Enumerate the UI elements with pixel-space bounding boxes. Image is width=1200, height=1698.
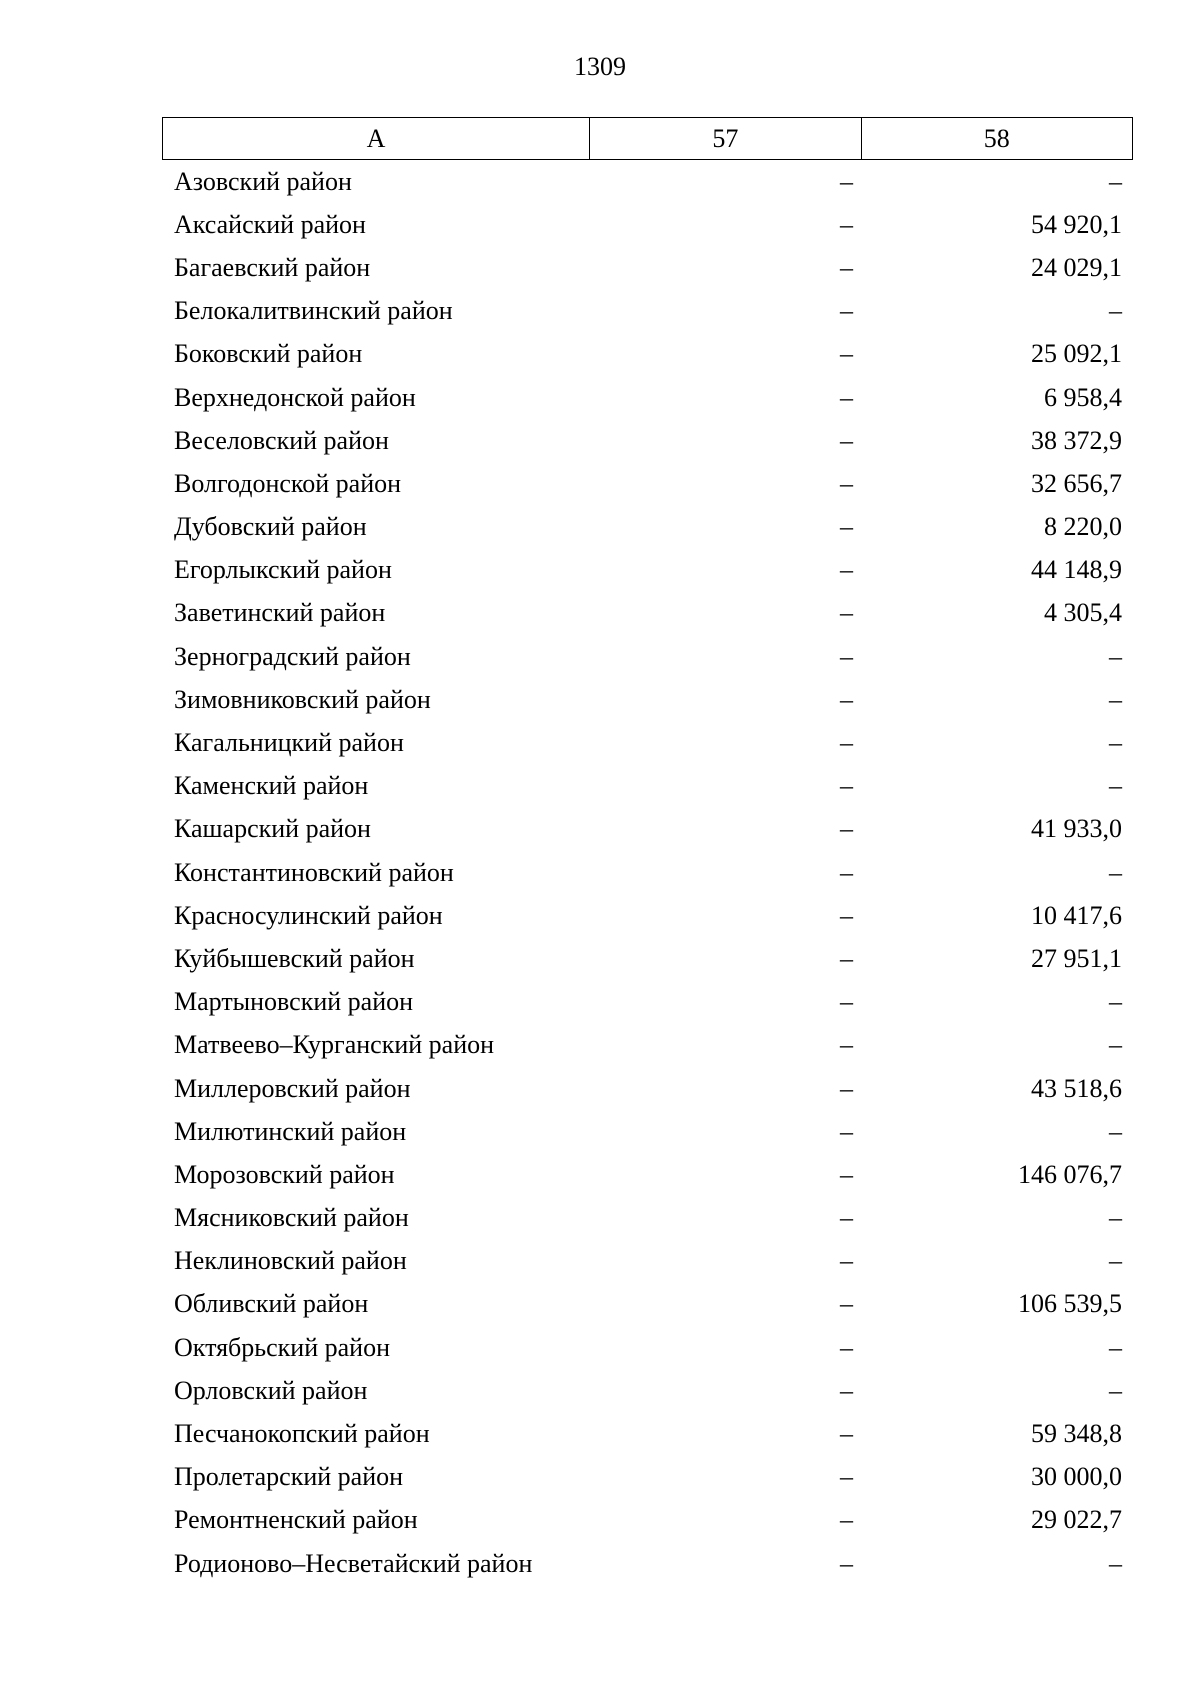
table-row — [162, 1024, 1133, 1067]
row-name-cell: Кагальницкий район — [174, 728, 404, 758]
row-name-cell: Волгодонской район — [174, 468, 402, 498]
row-value-58-cell: – — [1109, 857, 1122, 887]
row-name-cell: Веселовский район — [174, 425, 389, 455]
table-row — [162, 808, 1133, 851]
row-value-58-cell: – — [1109, 728, 1122, 758]
row-value-57-cell: – — [840, 339, 853, 369]
row-name-cell: Дубовский район — [174, 512, 367, 542]
row-name-cell: Обливский район — [174, 1289, 369, 1319]
row-value-57-cell: – — [840, 512, 853, 542]
row-name-cell: Верхнедонской район — [174, 382, 416, 412]
row-value-58-cell: – — [1109, 1030, 1122, 1060]
row-value-58-cell: – — [1109, 1375, 1122, 1405]
table-row — [162, 462, 1133, 505]
row-value-57-cell: – — [840, 252, 853, 282]
row-value-58-cell: 24 029,1 — [1031, 252, 1122, 282]
data-table — [162, 117, 1133, 1585]
row-value-57-cell: – — [840, 296, 853, 326]
row-value-58-cell: – — [1109, 296, 1122, 326]
row-name-cell: Морозовский район — [174, 1159, 395, 1189]
row-name-cell: Родионово–Несветайский район — [174, 1548, 533, 1578]
row-value-58-cell: 32 656,7 — [1031, 468, 1122, 498]
table-row — [162, 1542, 1133, 1585]
table-row — [162, 160, 1133, 203]
row-value-57-cell: – — [840, 209, 853, 239]
table-row — [162, 1326, 1133, 1369]
row-value-57-cell: – — [840, 771, 853, 801]
row-value-57-cell: – — [840, 598, 853, 628]
row-name-cell: Матвеево–Курганский район — [174, 1030, 495, 1060]
row-value-57-cell: – — [840, 857, 853, 887]
table-row — [162, 1240, 1133, 1283]
row-value-58-cell: 146 076,7 — [1018, 1159, 1122, 1189]
row-value-57-cell: – — [840, 1548, 853, 1578]
row-name-cell: Кашарский район — [174, 814, 371, 844]
table-row — [162, 851, 1133, 894]
row-value-58-cell: – — [1109, 1548, 1122, 1578]
row-name-cell: Орловский район — [174, 1375, 368, 1405]
row-value-58-cell: 54 920,1 — [1031, 209, 1122, 239]
row-value-57-cell: – — [840, 1246, 853, 1276]
table-row — [162, 1456, 1133, 1499]
table-row — [162, 635, 1133, 678]
row-name-cell: Миллеровский район — [174, 1073, 411, 1103]
row-value-57-cell: – — [840, 987, 853, 1017]
row-name-cell: Зимовниковский район — [174, 684, 431, 714]
table-row — [162, 506, 1133, 549]
row-value-58-cell: – — [1109, 1246, 1122, 1276]
row-name-cell: Милютинский район — [174, 1116, 407, 1146]
row-name-cell: Неклиновский район — [174, 1246, 407, 1276]
table-row — [162, 678, 1133, 721]
row-name-cell: Октябрьский район — [174, 1332, 390, 1362]
row-value-58-cell: 43 518,6 — [1031, 1073, 1122, 1103]
row-value-57-cell: – — [840, 1332, 853, 1362]
row-value-57-cell: – — [840, 425, 853, 455]
row-value-57-cell: – — [840, 1289, 853, 1319]
row-value-57-cell: – — [840, 684, 853, 714]
row-value-58-cell: – — [1109, 987, 1122, 1017]
row-value-58-cell: 41 933,0 — [1031, 814, 1122, 844]
header-cell-a: А — [366, 123, 386, 153]
row-value-58-cell: – — [1109, 1203, 1122, 1233]
row-value-57-cell: – — [840, 728, 853, 758]
table-row — [162, 981, 1133, 1024]
row-value-57-cell: – — [840, 1203, 853, 1233]
row-value-57-cell: – — [840, 382, 853, 412]
row-value-58-cell: 10 417,6 — [1031, 900, 1122, 930]
table-row — [162, 592, 1133, 635]
row-value-58-cell: 29 022,7 — [1031, 1505, 1122, 1535]
table-row — [162, 1283, 1133, 1326]
row-value-57-cell: – — [840, 814, 853, 844]
row-name-cell: Пролетарский район — [174, 1462, 404, 1492]
table-row — [162, 721, 1133, 764]
row-value-58-cell: – — [1109, 1116, 1122, 1146]
row-name-cell: Красносулинский район — [174, 900, 443, 930]
table-header-row — [162, 117, 1133, 160]
table-row — [162, 376, 1133, 419]
row-value-57-cell: – — [840, 1159, 853, 1189]
row-value-58-cell: 106 539,5 — [1018, 1289, 1122, 1319]
row-value-58-cell: 6 958,4 — [1044, 382, 1122, 412]
table-row — [162, 1412, 1133, 1455]
row-name-cell: Белокалитвинский район — [174, 296, 453, 326]
row-value-57-cell: – — [840, 1505, 853, 1535]
row-value-58-cell: 38 372,9 — [1031, 425, 1122, 455]
row-value-58-cell: – — [1109, 1332, 1122, 1362]
row-name-cell: Мартыновский район — [174, 987, 414, 1017]
table-row — [162, 419, 1133, 462]
row-value-57-cell: – — [840, 468, 853, 498]
row-value-58-cell: 8 220,0 — [1044, 512, 1122, 542]
row-value-57-cell: – — [840, 943, 853, 973]
table-row — [162, 1067, 1133, 1110]
row-value-57-cell: – — [840, 1030, 853, 1060]
row-name-cell: Куйбышевский район — [174, 943, 415, 973]
row-name-cell: Мясниковский район — [174, 1203, 409, 1233]
row-value-57-cell: – — [840, 1462, 853, 1492]
header-cell-57: 57 — [589, 118, 860, 159]
header-cell-58: 58 — [861, 118, 1132, 159]
table-row — [162, 290, 1133, 333]
row-value-58-cell: 27 951,1 — [1031, 943, 1122, 973]
row-name-cell: Каменский район — [174, 771, 369, 801]
table-row — [162, 1499, 1133, 1542]
row-value-58-cell: – — [1109, 641, 1122, 671]
row-value-57-cell: – — [840, 1073, 853, 1103]
table-row — [162, 937, 1133, 980]
row-name-cell: Ремонтненский район — [174, 1505, 418, 1535]
table-row — [162, 1153, 1133, 1196]
row-name-cell: Азовский район — [174, 166, 352, 196]
row-value-58-cell: 44 148,9 — [1031, 555, 1122, 585]
row-name-cell: Зерноградский район — [174, 641, 411, 671]
row-value-58-cell: 4 305,4 — [1044, 598, 1122, 628]
table-row — [162, 246, 1133, 289]
row-value-58-cell: 59 348,8 — [1031, 1419, 1122, 1449]
row-name-cell: Константиновский район — [174, 857, 454, 887]
table-row — [162, 333, 1133, 376]
row-value-57-cell: – — [840, 166, 853, 196]
table-row — [162, 894, 1133, 937]
table-row — [162, 203, 1133, 246]
row-value-58-cell: – — [1109, 771, 1122, 801]
row-name-cell: Егорлыкский район — [174, 555, 392, 585]
table-row — [162, 1369, 1133, 1412]
row-value-58-cell: – — [1109, 166, 1122, 196]
row-value-57-cell: – — [840, 900, 853, 930]
row-value-57-cell: – — [840, 1419, 853, 1449]
row-value-57-cell: – — [840, 1375, 853, 1405]
row-name-cell: Заветинский район — [174, 598, 386, 628]
table-row — [162, 1197, 1133, 1240]
row-value-57-cell: – — [840, 555, 853, 585]
table-row — [162, 549, 1133, 592]
row-value-57-cell: – — [840, 1116, 853, 1146]
row-value-58-cell: 25 092,1 — [1031, 339, 1122, 369]
row-name-cell: Багаевский район — [174, 252, 371, 282]
row-name-cell: Песчанокопский район — [174, 1419, 430, 1449]
page-number: 1309 — [574, 52, 626, 81]
row-value-57-cell: – — [840, 641, 853, 671]
table-row — [162, 1110, 1133, 1153]
row-name-cell: Боковский район — [174, 339, 363, 369]
table-row — [162, 765, 1133, 808]
row-value-58-cell: 30 000,0 — [1031, 1462, 1122, 1492]
row-value-58-cell: – — [1109, 684, 1122, 714]
row-name-cell: Аксайский район — [174, 209, 366, 239]
table-body — [162, 160, 1133, 1585]
